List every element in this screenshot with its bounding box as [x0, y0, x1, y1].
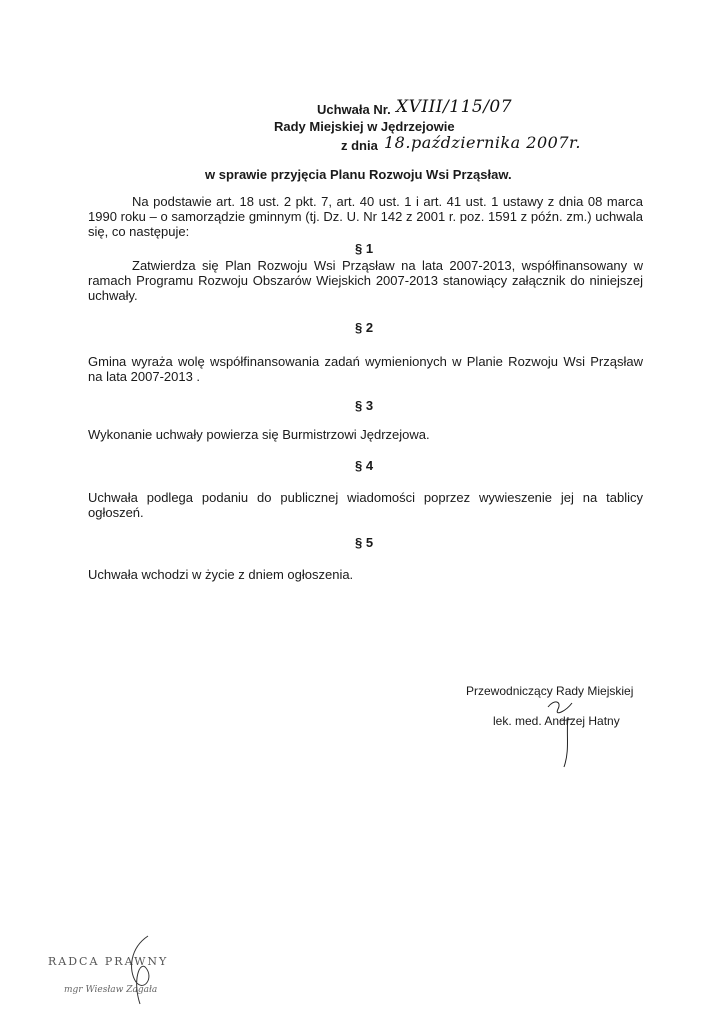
resolution-date: 18.października 2007r.: [384, 133, 581, 152]
stamp-title: RADCA PRAWNY: [48, 955, 169, 968]
section-2-text: Gmina wyraża wolę współfinansowania zadań wymienionych w Planie Rozwoju Wsi Prząsław na lata 2007-2013 .: [88, 354, 643, 384]
resolution-prefix: Uchwała Nr.: [317, 102, 391, 117]
section-1-mark: § 1: [355, 241, 374, 256]
section-1-text: Zatwierdza się Plan Rozwoju Wsi Prząsław na lata 2007-2013, współfinansowany w ramach Programu Rozwoju Obszarów Wiejskich 2007-2013 stanowiący załącznik do niniejszej uchwały.: [88, 258, 643, 303]
resolution-number: XVIII/115/07: [396, 97, 513, 117]
stamp-signature: [110, 930, 170, 1010]
section-4-text: Uchwała podlega podaniu do publicznej wiadomości poprzez wywieszenie jej na tablicy ogłoszeń.: [88, 490, 643, 520]
section-5-text: Uchwała wchodzi w życie z dniem ogłoszenia.: [88, 567, 354, 582]
date-prefix: z dnia: [341, 138, 378, 153]
section-5-mark: § 5: [355, 535, 374, 550]
section-4-mark: § 4: [355, 458, 374, 473]
council-name: Rady Miejskiej w Jędrzejowie: [274, 119, 455, 134]
section-3-text: Wykonanie uchwały powierza się Burmistrzowi Jędrzejowa.: [88, 427, 430, 442]
preamble: Na podstawie art. 18 ust. 2 pkt. 7, art. 40 ust. 1 i art. 41 ust. 1 ustawy z dnia 08 marca 1990 roku – o samorządzie gminnym (tj. Dz. U. Nr 142 z 2001 r. poz. 1591 z późn. zm.) uchwala się, co następuje:: [88, 194, 643, 239]
signature-name: lek. med. Andrzej Hatny: [493, 714, 620, 728]
handwritten-signature: [540, 695, 590, 775]
section-3-mark: § 3: [355, 398, 374, 413]
signature-role: Przewodniczący Rady Miejskiej: [466, 684, 634, 698]
section-2-mark: § 2: [355, 320, 374, 335]
resolution-subject: w sprawie przyjęcia Planu Rozwoju Wsi Prząsław.: [205, 167, 512, 182]
stamp-name: mgr Wiesław Zagała: [64, 985, 158, 995]
